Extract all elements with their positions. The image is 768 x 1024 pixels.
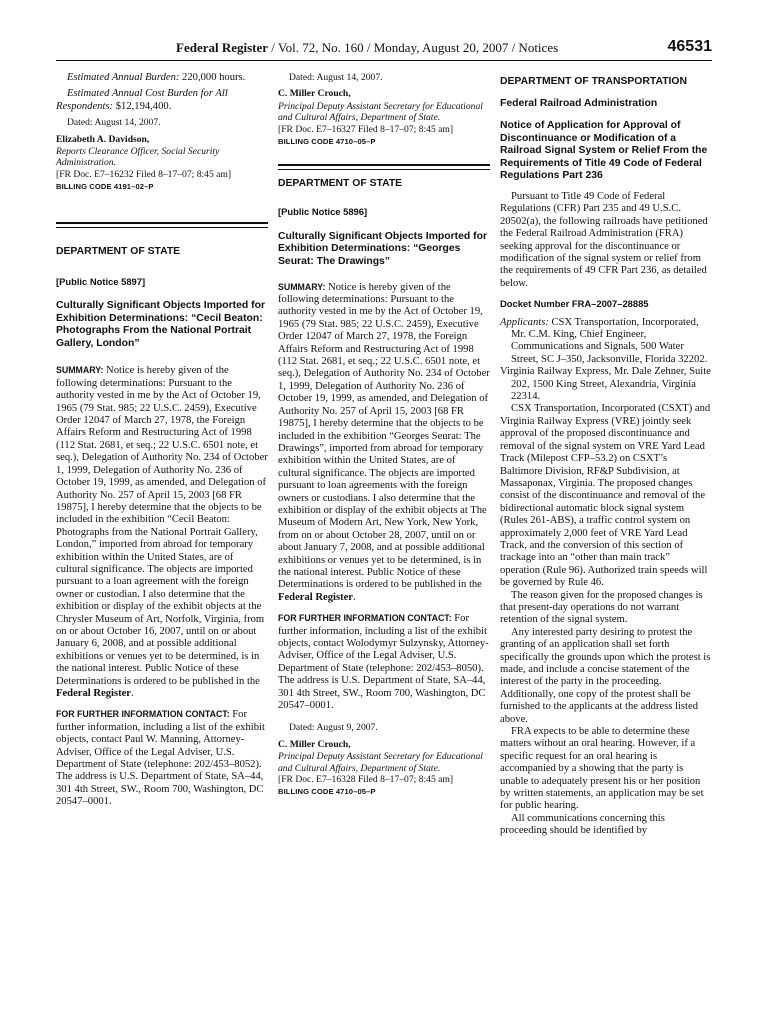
header-citation — [176, 40, 558, 56]
dated-line: Dated: August 9, 2007. — [289, 722, 378, 734]
notice-subject: Notice of Application for Approval of Discontinuance or Modification of a Railroad Signal System or Relief From the Requirements of Title 49 Code of Federal Regulations Part 236 — [500, 120, 708, 182]
column-3 — [500, 72, 712, 838]
fr-doc-line: [FR Doc. E7–16232 Filed 8–17–07; 8:45 am] — [56, 168, 232, 180]
cost-line: Estimated Annual Cost Burden for All Respondents: $12,194,400. — [56, 88, 228, 112]
applicant-1: Applicants: CSX Transportation, Incorporated, Mr. C.M. King, Chief Engineer, Communications and Signals, 500 Water Street, SC J–350, Jacksonville, Florida 32202. — [500, 316, 708, 365]
summary-paragraph: SUMMARY: Notice is hereby given of the following determinations: Pursuant to the authority vested in me by the Act of October 19, 1965 (79 Stat. 985; 22 U.S.C. 2459), Executive Order 12047 of March 27, 1978, the Foreign Affairs Reform and Restructuring Act of 1998 (112 Stat. 2681, et seq.; 22 U.S.C. 6501 note, et seq.), Delegation of Authority No. 234 of October 1, 1999, Delegation of Authority No. 236 of October 19, 1999, as amended, and Delegation of Authority No. 257 of April 15, 2003 [68 FR 19875], I hereby determine that the objects to be included in the exhibition “Cecil Beaton: Photographs from the National Portrait Gallery, London,” imported from abroad for temporary exhibition within the United States, are of cultural significance. The objects are imported pursuant to a loan agreement with the foreign owner or custodian. I also determine that the exhibition or display of the exhibit objects at the Chrysler Museum of Art, Norfolk, Virginia, from on or about October 16, 2007, until on or about January 6, 2008, and at possible additional exhibitions or venues yet to be determined, is in the national interest. Public Notice of these Determinations is ordered to be published in the Federal Register. — [56, 365, 268, 699]
fr-doc-line: [FR Doc. E7–16328 Filed 8–17–07; 8:45 am] — [278, 774, 454, 786]
notice-subject: Culturally Significant Objects Imported for Exhibition Determinations: “Cecil Beaton: Photographs From the National Portrait Gallery, London” — [56, 300, 265, 349]
dated-line: Dated: August 14, 2007. — [67, 117, 161, 129]
signer-title: Reports Clearance Officer, Social Security Administration. — [56, 146, 220, 169]
contact-paragraph: FOR FURTHER INFORMATION CONTACT: For further information, including a list of the exhibit objects, contact Wolodymyr Sulzynsky, Attorney-Adviser, Office of the Legal Adviser, U.S. Department of State (telephone: 202/453–8050). The address is U.S. Department of State, SA–44, 301 4th Street, SW., Room 700, Washington, DC 20547–0001. — [278, 613, 489, 712]
body-paragraph: CSX Transportation, Incorporated (CSXT) and Virginia Railway Express (VRE) jointly seek approval of the proposed discontinuance and removal of the signal system on VRE Yard Lead Track (Milepost CFP–53.2) on CSXT’s Baltimore Division, RF&P Subdivision, at Massaponax, Virginia. The proposed changes consist of the discontinuance and removal of the bidirectional automatic block signal system (Rules 261-ABS), a traffic control system on approximately 2,000 feet of VRE Yard Lead Track, and the conversion of this section of trackage into an “other than main track” operation (Rule 96). Authorized train speeds will be governed by Rule 46. — [500, 403, 711, 589]
signer-name: C. Miller Crouch, — [278, 88, 351, 100]
contact-paragraph: FOR FURTHER INFORMATION CONTACT: For further information, including a list of the exhibit objects, contact Paul W. Manning, Attorney-Adviser, Office of the Legal Adviser, U.S. Department of State (telephone: 202/453–8052). The address is U.S. Department of State, SA–44, 301 4th Street, SW., Room 700, Washington, DC 20547–0001. — [56, 709, 265, 808]
billing-code: BILLING CODE 4191–02–P — [56, 182, 154, 192]
public-notice-number: [Public Notice 5896] — [278, 206, 368, 218]
body-paragraph: FRA expects to be able to determine these matters without an oral hearing. However, if a specific request for an oral hearing is accompanied by a showing that the party is unable to adequately present his or her position by written statements, an application may be set for public hearing. — [500, 726, 704, 812]
summary-paragraph: SUMMARY: Notice is hereby given of the following determinations: Pursuant to the authority vested in me by the Act of October 19, 1965 (79 Stat. 985; 22 U.S.C. 2459), Executive Order 12047 of March 27, 1978, the Foreign Affairs Reform and Restructuring Act of 1998 (112 Stat. 2681, et seq.; 22 U.S.C. 6501 note, et seq.), Delegation of Authority No. 234 of October 1, 1999, Delegation of Authority No. 236 of October 19, 1999, as amended, and Delegation of Authority No. 257 of April 15, 2003 [68 FR 19875], I hereby determine that the objects to be included in the exhibition “Georges Seurat: The Drawings”, imported from abroad for temporary exhibition within the United States, are of cultural significance. The objects are imported pursuant to loan agreements with the foreign owners or custodians. I also determine that the exhibition or display of the exhibit objects at The Museum of Modern Art, New York, New York, from on or about October 28, 2007, until on or about January 7, 2008, and at possible additional exhibitions or venues yet to be determined, is in the national interest. Public Notice of these Determinations is ordered to be published in the Federal Register. — [278, 281, 490, 603]
body-paragraph: Any interested party desiring to protest the granting of an application shall set forth specifically the grounds upon which the protest is made, and include a concise statement of the interest of the party in the proceeding. Additionally, one copy of the protest shall be furnished to the applicants at the address listed above. — [500, 626, 711, 725]
section-rule-thin — [56, 227, 268, 228]
section-rule-thick — [56, 222, 268, 224]
public-notice-number: [Public Notice 5897] — [56, 275, 146, 287]
issue-info: / Vol. 72, No. 160 / Monday, August 20, 2007 / Notices — [268, 40, 559, 55]
section-rule-thin — [278, 169, 490, 170]
page-number: 46531 — [667, 38, 712, 55]
docket-number: Docket Number FRA–2007–28885 — [500, 298, 649, 310]
fr-doc-line: [FR Doc. E7–16327 Filed 8–17–07; 8:45 am] — [278, 123, 454, 135]
signer-name: Elizabeth A. Davidson, — [56, 133, 150, 145]
dated-line: Dated: August 14, 2007. — [289, 72, 383, 83]
subagency-heading: Federal Railroad Administration — [500, 98, 658, 109]
agency-heading: DEPARTMENT OF STATE — [278, 178, 403, 190]
body-paragraph: The reason given for the proposed changes is that present-day operations do not warrant retention of the signal system. — [500, 589, 703, 626]
agency-heading: DEPARTMENT OF TRANSPORTATION — [500, 76, 688, 87]
column-2 — [278, 72, 490, 799]
journal-name: Federal Register — [176, 40, 269, 55]
billing-code: BILLING CODE 4710–05–P — [278, 137, 376, 147]
intro-paragraph: Pursuant to Title 49 Code of Federal Regulations (CFR) Part 235 and 49 U.S.C. 20502(a), the following railroads have petitioned the Federal Railroad Administration (FRA) seeking approval for the discontinuance or modification of the signal system or relief from the requirements of 49 CFR Part 236, as detailed below. — [500, 190, 708, 289]
burden-line: Estimated Annual Burden: 220,000 hours. — [67, 72, 246, 83]
body-paragraph: All communications concerning this proceeding should be identified by — [500, 812, 665, 837]
section-rule-thick — [278, 164, 490, 166]
running-header — [56, 40, 712, 60]
header-rule — [56, 60, 712, 61]
notice-subject: Culturally Significant Objects Imported for Exhibition Determinations: “Georges Seurat: The Drawings” — [278, 230, 487, 268]
billing-code: BILLING CODE 4710–05–P — [278, 787, 376, 797]
signer-title: Principal Deputy Assistant Secretary for Educational and Cultural Affairs, Department of State. — [278, 100, 483, 124]
applicant-2: Virginia Railway Express, Mr. Dale Zehner, Suite 202, 1500 King Street, Alexandria, Virginia 22314. — [500, 366, 711, 403]
signer-name: C. Miller Crouch, — [278, 738, 351, 750]
signer-title: Principal Deputy Assistant Secretary for Educational and Cultural Affairs, Department of State. — [278, 751, 483, 774]
column-1 — [56, 72, 268, 809]
agency-heading: DEPARTMENT OF STATE — [56, 245, 181, 257]
